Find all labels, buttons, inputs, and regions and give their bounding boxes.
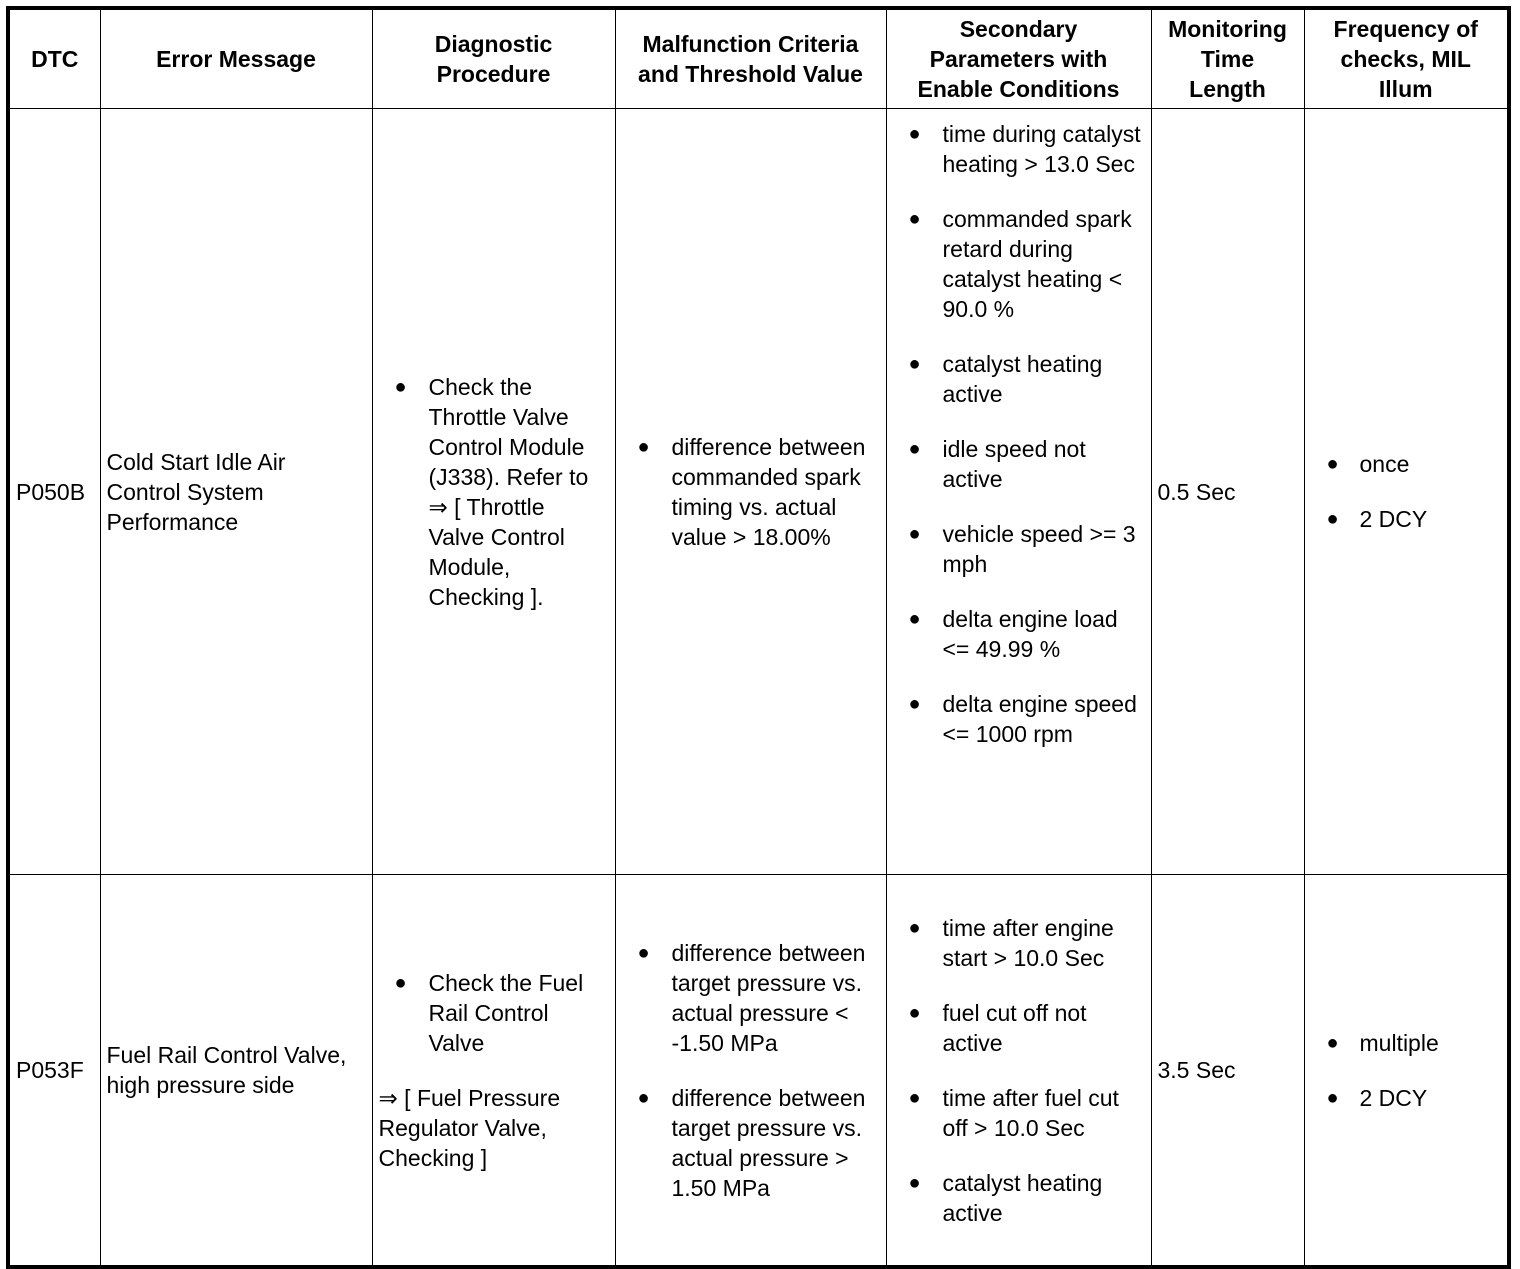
list-item: ● Check the Fuel Rail Control Valve — [373, 968, 605, 1058]
header-row — [8, 8, 1509, 109]
list-item: ● time during catalyst heating > 13.0 Sec — [887, 119, 1143, 179]
frequency-checks — [1304, 109, 1509, 875]
frequency-checks — [1304, 875, 1509, 1268]
monitoring-time: 3.5 Sec — [1151, 875, 1304, 1268]
table-row — [8, 875, 1509, 1268]
list-item: ● 2 DCY — [1305, 504, 1508, 534]
header-frequency: Frequency of checks, MIL Illum — [1304, 8, 1509, 109]
list-item: ● difference between target pressure vs. actual pressure < -1.50 MPa — [616, 938, 880, 1058]
list-item: ● catalyst heating active — [887, 1168, 1143, 1228]
list-item: ● delta engine speed <= 1000 rpm — [887, 689, 1143, 749]
list-item: ● multiple — [1305, 1028, 1508, 1058]
diagnostic-procedure — [372, 875, 615, 1268]
list-item: ● time after engine start > 10.0 Sec — [887, 913, 1143, 973]
list-item: ● idle speed not active — [887, 434, 1143, 494]
dtc-table — [6, 6, 1511, 1269]
diagnostic-procedure — [372, 109, 615, 875]
header-monitoring-time: Monitoring Time Length — [1151, 8, 1304, 109]
dtc-code: P050B — [8, 109, 100, 875]
malfunction-criteria — [615, 109, 886, 875]
list-item: ● time after fuel cut off > 10.0 Sec — [887, 1083, 1143, 1143]
monitoring-time: 0.5 Sec — [1151, 109, 1304, 875]
list-item: ● commanded spark retard during catalyst heating < 90.0 % — [887, 204, 1143, 324]
header-secondary-parameters: Secondary Parameters with Enable Conditions — [886, 8, 1151, 109]
header-diagnostic-procedure: Diagnostic Procedure — [372, 8, 615, 109]
header-error-message: Error Message — [100, 8, 372, 109]
header-dtc: DTC — [8, 8, 100, 109]
error-message: Cold Start Idle Air Control System Performance — [100, 109, 372, 875]
list-item: ● delta engine load <= 49.99 % — [887, 604, 1143, 664]
list-item: ● difference between target pressure vs. actual pressure > 1.50 MPa — [616, 1083, 880, 1203]
header-malfunction-criteria: Malfunction Criteria and Threshold Value — [615, 8, 886, 109]
malfunction-criteria — [615, 875, 886, 1268]
list-item: ● once — [1305, 449, 1508, 479]
list-item: ● catalyst heating active — [887, 349, 1143, 409]
table-row — [8, 109, 1509, 875]
secondary-parameters — [886, 875, 1151, 1268]
error-message: Fuel Rail Control Valve, high pressure side — [100, 875, 372, 1268]
list-item: ● Check the Throttle Valve Control Module (J338). Refer to ⇒ [ Throttle Valve Control Module, Checking ]. — [373, 372, 605, 612]
list-item: ● vehicle speed >= 3 mph — [887, 519, 1143, 579]
dtc-code: P053F — [8, 875, 100, 1268]
diagnostic-note: ⇒ [ Fuel Pressure Regulator Valve, Checking ] — [378, 1084, 561, 1171]
list-item: ● 2 DCY — [1305, 1083, 1508, 1113]
list-item: ● fuel cut off not active — [887, 998, 1143, 1058]
secondary-parameters — [886, 109, 1151, 875]
list-item: ● difference between commanded spark timing vs. actual value > 18.00% — [616, 432, 880, 552]
